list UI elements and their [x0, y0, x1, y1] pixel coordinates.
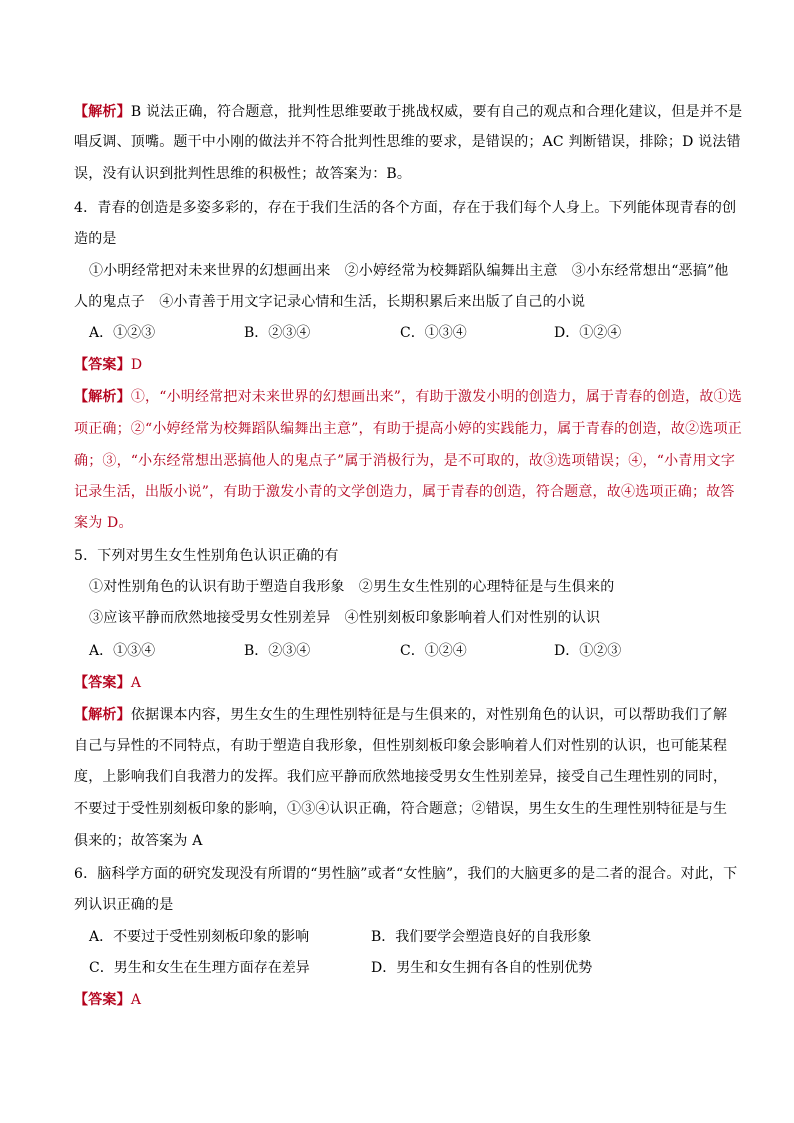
analysis-text: ①，“小明经常把对未来世界的幻想画出来”，有助于激发小明的创造力，属于青春的创造，故①选	[130, 389, 742, 405]
q4-option-c: C．①③④	[400, 325, 467, 341]
answer-tag: 【答案】	[74, 357, 131, 373]
q5-option-c: C．①②④	[400, 643, 467, 659]
answer-value: A	[130, 675, 142, 691]
analysis-line-3: 误，没有认识到批判性思维的积极性；故答案为：B。	[74, 166, 412, 182]
analysis-tag: 【解析】	[74, 707, 131, 723]
q5-option-b: B．②③④	[244, 643, 311, 659]
q5-analysis-line-2: 自己与异性的不同特点，有助于塑造自我形象，但性别刻板印象会影响着人们对性别的认识，也可能某程	[74, 738, 728, 754]
q6-stem-line-1: 6．脑科学方面的研究发现没有所谓的“男性脑”或者“女性脑”，我们的大脑更多的是二者的混合。对此，下	[74, 866, 738, 882]
q5-items-line-2: ③应该平静而欣然地接受男女性别差异 ④性别刻板印象影响着人们对性别的认识	[89, 610, 601, 626]
q6-answer	[74, 990, 141, 1010]
q6-stem-line-2: 列认识正确的是	[74, 897, 174, 913]
q4-answer	[74, 355, 142, 375]
q5-analysis-line-1	[74, 705, 727, 725]
answer-tag: 【答案】	[74, 675, 131, 691]
q4-analysis-line-2: 项正确；②“小婷经常为校舞蹈队编舞出主意”，有助于提高小婷的实践能力，属于青春的创造，故②选项正	[74, 421, 742, 437]
q5-analysis-line-5: 俱来的；故答案为 A	[74, 833, 203, 849]
q6-option-a: A．不要过于受性别刻板印象的影响	[89, 929, 310, 945]
analysis-tag: 【解析】	[74, 104, 131, 120]
q6-option-b: B．我们要学会塑造良好的自我形象	[371, 929, 592, 945]
q4-stem-line-2: 造的是	[74, 231, 117, 247]
q4-analysis-line-4: 记录生活，出版小说”，有助于激发小青的文学创造力，属于青春的创造，符合题意，故④选项正确；故答	[74, 484, 735, 500]
q6-option-c: C．男生和女生在生理方面存在差异	[89, 960, 310, 976]
q4-option-b: B．②③④	[244, 325, 311, 341]
q5-analysis-line-3: 度，上影响我们自我潜力的发挥。我们应平静而欣然地接受男女生性别差异，接受自己生理性别的同时，	[74, 769, 728, 785]
q4-analysis-line-3: 确；③，“小东经常想出恶搞他人的鬼点子”属于消极行为，是不可取的，故③选项错误；④，“小青用文字	[74, 453, 736, 469]
answer-value: A	[130, 992, 142, 1008]
answer-value: D	[130, 357, 143, 373]
q4-items-line-1: ①小明经常把对未来世界的幻想画出来 ②小婷经常为校舞蹈队编舞出主意 ③小东经常想出“恶搞”他	[89, 263, 729, 279]
analysis-line-2: 唱反调、顶嘴。题干中小刚的做法并不符合批判性思维的要求，是错误的；AC 判断错误，排除；D 说法错	[74, 134, 741, 150]
q4-analysis-line-5: 案为 D。	[74, 515, 133, 531]
q5-items-line-1: ①对性别角色的认识有助于塑造自我形象 ②男生女生性别的心理特征是与生俱来的	[89, 579, 615, 595]
analysis-tag: 【解析】	[74, 389, 131, 405]
q4-option-a: A．①②③	[89, 325, 156, 341]
analysis-text: 依据课本内容，男生女生的生理性别特征是与生俱来的，对性别角色的认识，可以帮助我们了解	[130, 707, 728, 723]
q5-option-d: D．①②③	[554, 643, 622, 659]
q5-analysis-line-4: 不要过于受性别刻板印象的影响，①③④认识正确，符合题意；②错误，男生女生的生理性别特征是与生	[74, 801, 728, 817]
q5-stem: 5．下列对男生女生性别角色认识正确的有	[74, 548, 339, 564]
q6-option-d: D．男生和女生拥有各自的性别优势	[371, 960, 593, 976]
q5-option-a: A．①③④	[89, 643, 156, 659]
answer-tag: 【答案】	[74, 992, 131, 1008]
q4-option-d: D．①②④	[554, 325, 622, 341]
q4-stem-line-1: 4．青春的创造是多姿多彩的，存在于我们生活的各个方面，存在于我们每个人身上。下列能体现青春的创	[74, 200, 737, 216]
q4-analysis-line-1	[74, 387, 742, 407]
q5-answer	[74, 673, 141, 693]
analysis-text: B 说法正确，符合题意，批判性思维要敢于挑战权威，要有自己的观点和合理化建议，但是并不是	[130, 104, 743, 120]
q4-items-line-2: 人的鬼点子 ④小青善于用文字记录心情和生活，长期积累后来出版了自己的小说	[74, 294, 586, 310]
analysis-line-1	[74, 102, 742, 122]
